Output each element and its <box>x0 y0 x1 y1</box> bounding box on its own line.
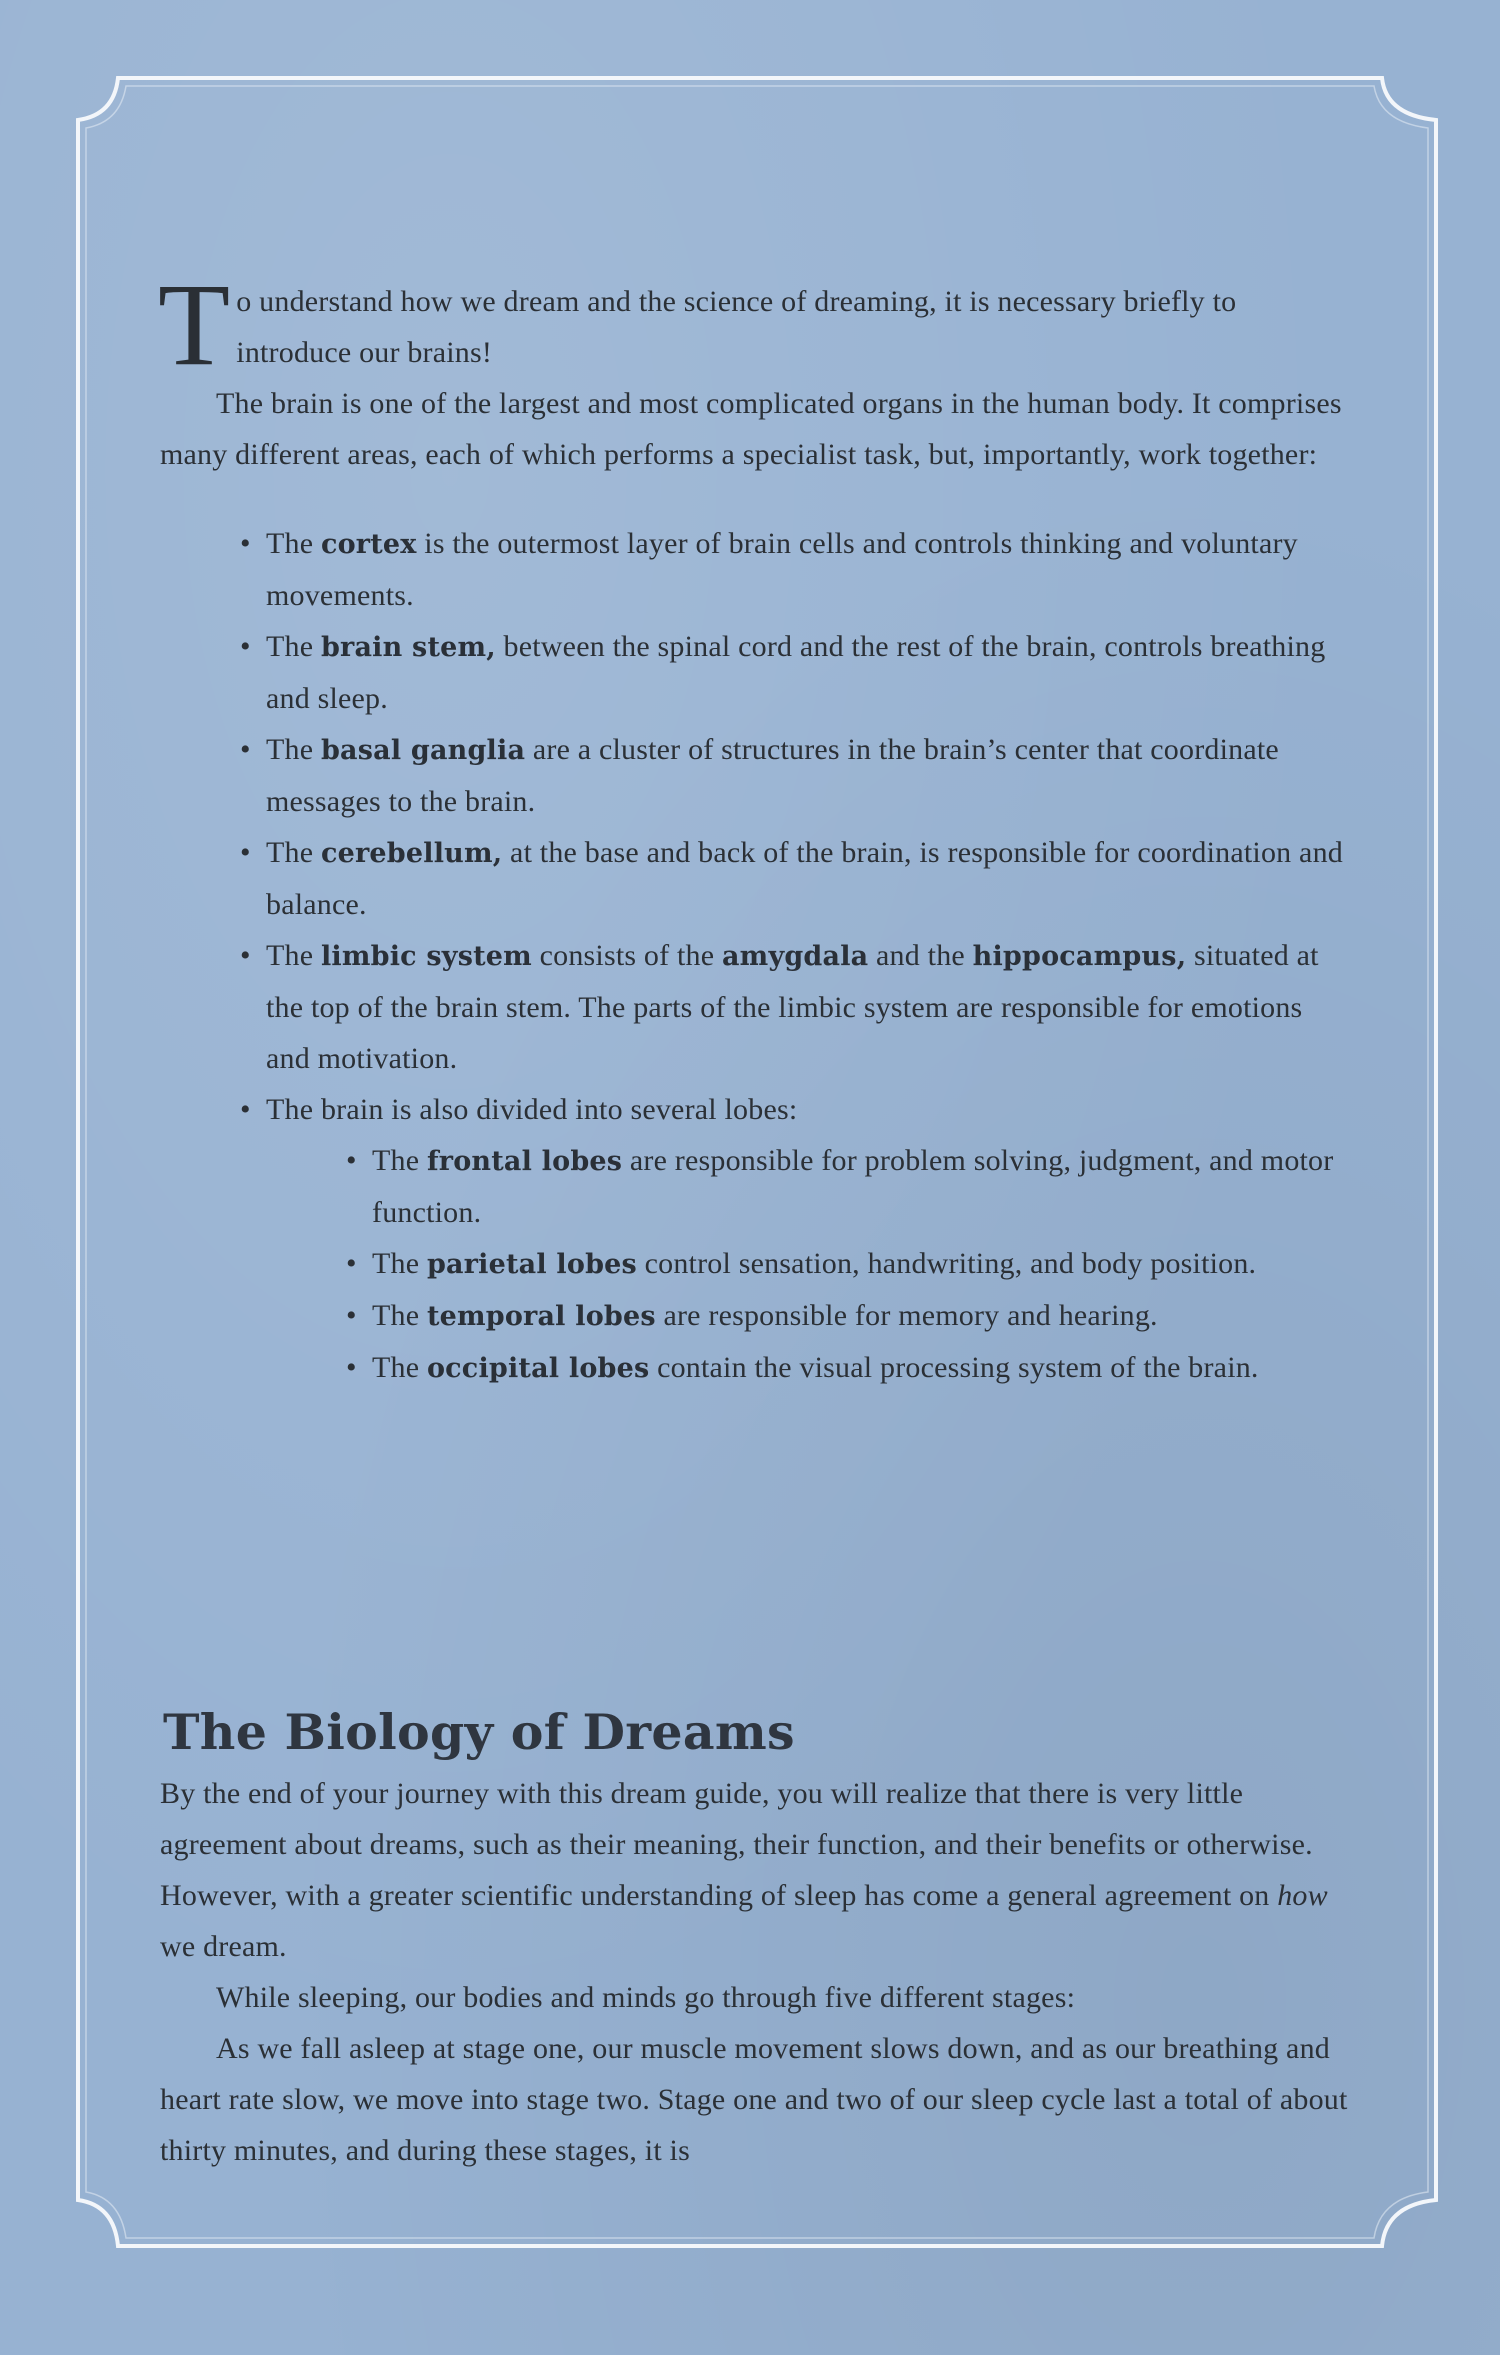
list-item-brain-stem: • The brain stem, between the spinal cord and the rest of the brain, controls breathing and sleep. <box>160 621 1350 724</box>
biology-section <box>160 1768 1350 2176</box>
list-item-temporal-lobes: • The temporal lobes are responsible for memory and hearing. <box>266 1290 1350 1342</box>
list-item-frontal-lobes: • The frontal lobes are responsible for problem solving, judgment, and motor function. <box>266 1135 1350 1238</box>
intro-paragraph-2: The brain is one of the largest and most complicated organs in the human body. It comprises many different areas, each of which performs a specialist task, but, importantly, work together: <box>160 387 1342 471</box>
lobes-list <box>266 1135 1350 1394</box>
biology-paragraph-1: By the end of your journey with this dream guide, you will realize that there is very little agreement about dreams, such as their meaning, their function, and their benefits or otherwise. However, with a greater scientific understanding of sleep has come a general agreement on how we dream. <box>160 1777 1328 1963</box>
intro-first-text: o understand how we dream and the science of dreaming, it is necessary briefly to introduce our brains! <box>236 285 1237 369</box>
list-item-parietal-lobes: • The parietal lobes control sensation, handwriting, and body position. <box>266 1238 1350 1290</box>
list-item-cerebellum: • The cerebellum, at the base and back of the brain, is responsible for coordination and balance. <box>160 827 1350 930</box>
section-heading: The Biology of Dreams <box>163 1703 795 1761</box>
list-item-basal-ganglia: • The basal ganglia are a cluster of structures in the brain’s center that coordinate messages to the brain. <box>160 724 1350 827</box>
list-item-limbic-system: • The limbic system consists of the amygdala and the hippocampus, situated at the top of the brain stem. The parts of the limbic system are responsible for emotions and motivation. <box>160 930 1350 1084</box>
biology-paragraph-3: As we fall asleep at stage one, our muscle movement slows down, and as our breathing and heart rate slow, we move into stage two. Stage one and two of our sleep cycle last a total of about thirty minutes, and during these stages, it is <box>160 2032 1348 2167</box>
list-item-lobes: • The brain is also divided into several lobes: • The frontal lobes are responsible for problem solving, judgment, and motor function. • The parietal lobes control sensation, handwriting, and body position. • The temporal lobes are responsible for memory and hearing. • The occipital lobes contain the visual processing system of the brain. <box>160 1084 1350 1394</box>
list-item-occipital-lobes: • The occipital lobes contain the visual processing system of the brain. <box>266 1342 1350 1394</box>
brain-areas-list <box>160 518 1350 1394</box>
intro-section <box>158 259 1350 1394</box>
biology-paragraph-2: While sleeping, our bodies and minds go through five different stages: <box>216 1981 1076 2014</box>
drop-cap: T <box>158 259 231 390</box>
intro-paragraph <box>158 259 1350 390</box>
list-item-cortex: • The cortex is the outermost layer of brain cells and controls thinking and voluntary movements. <box>160 518 1350 621</box>
